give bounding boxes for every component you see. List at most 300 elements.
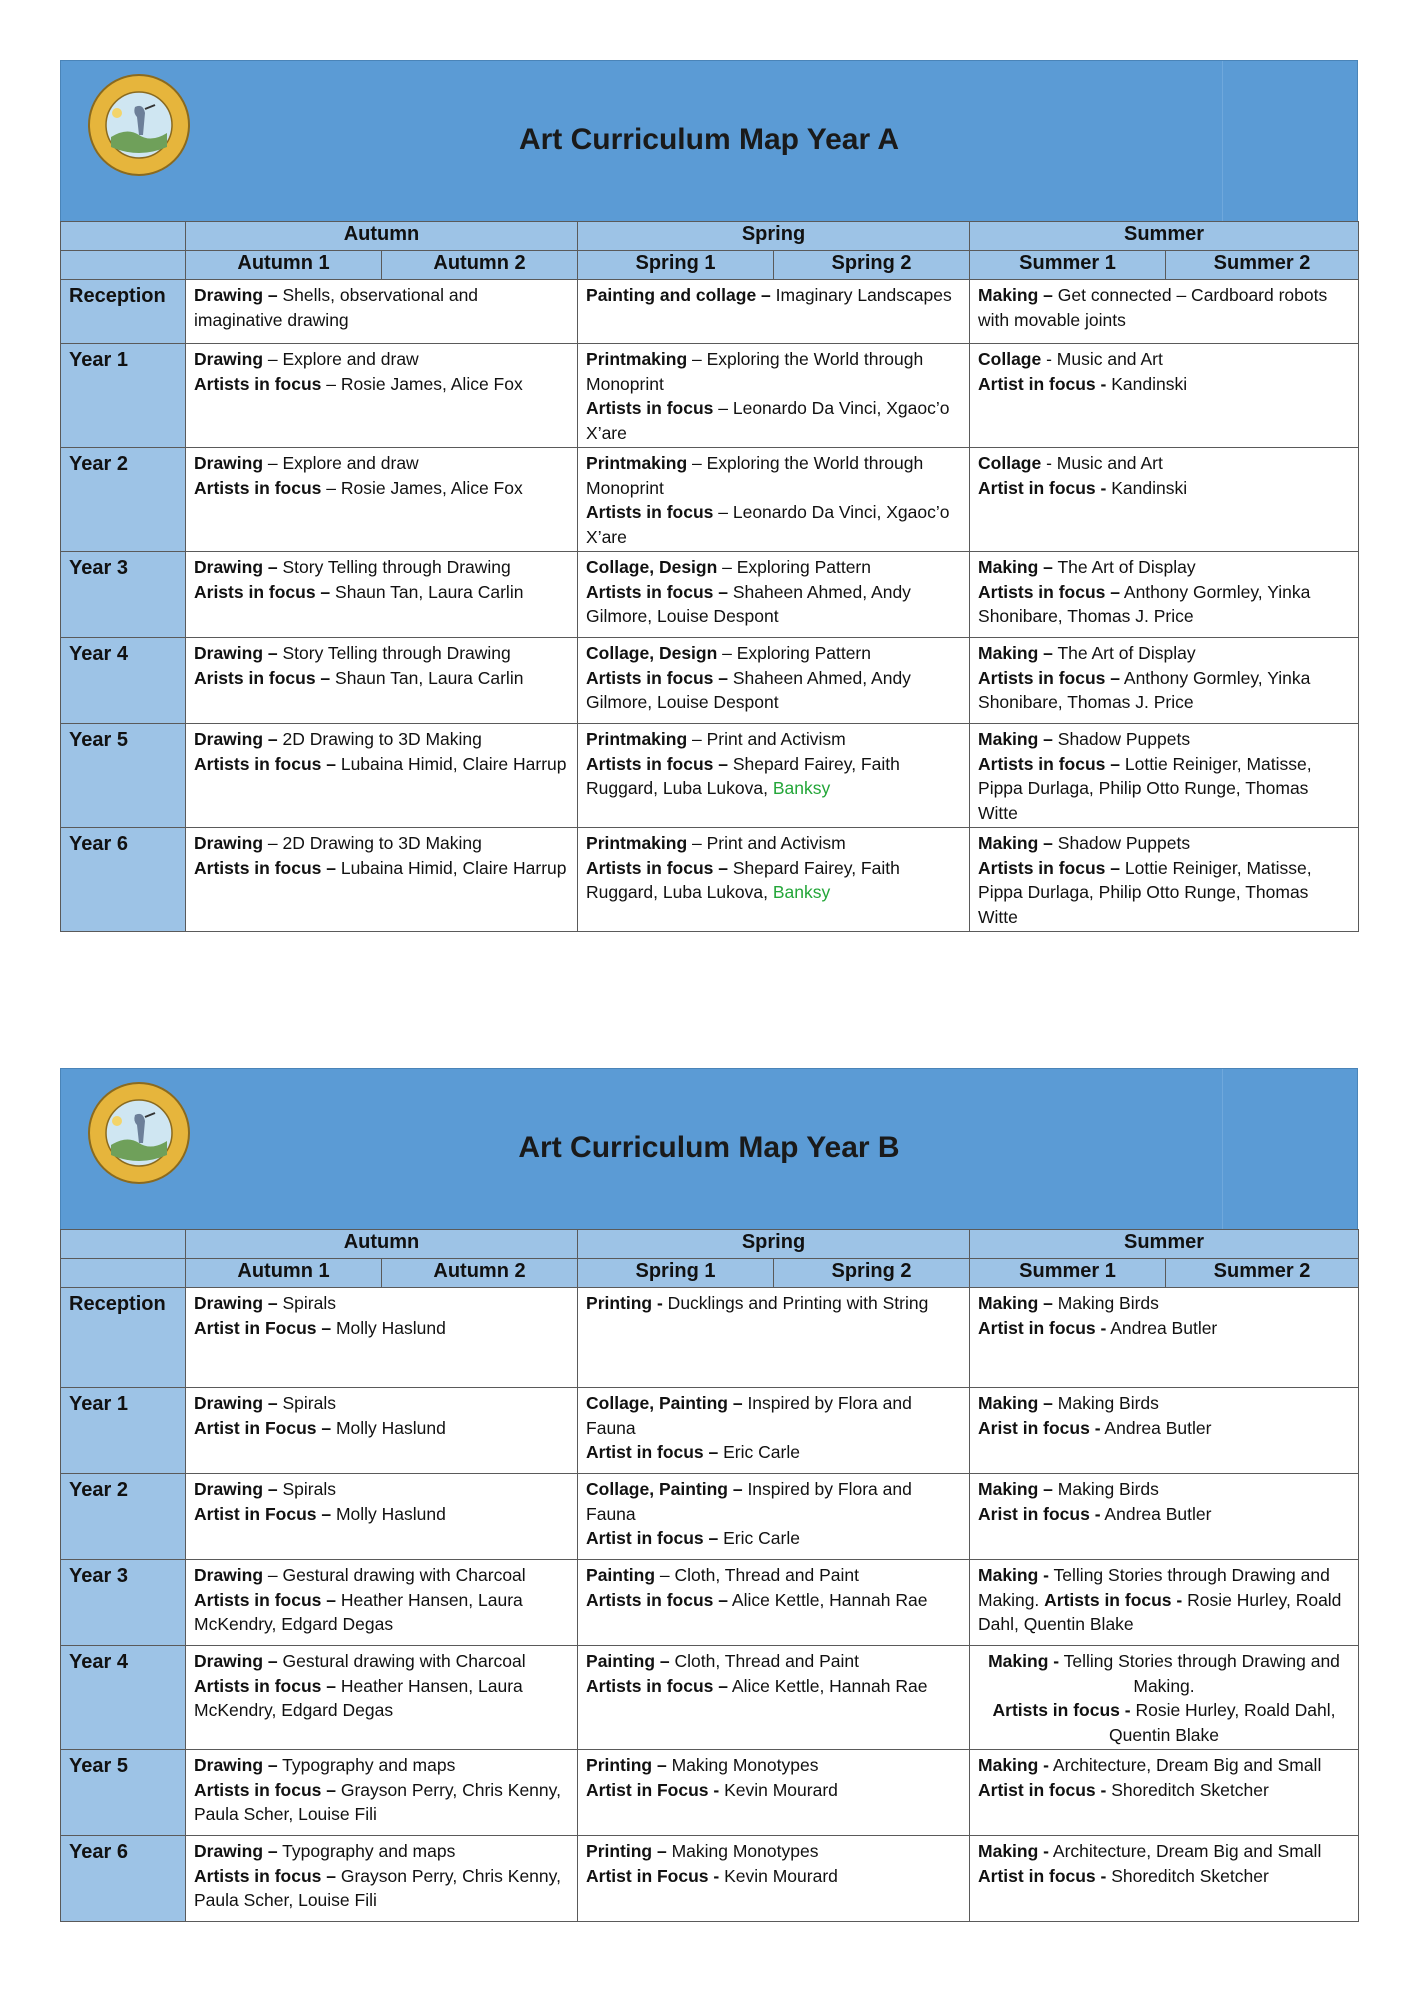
topic-heading: Artist in focus - <box>978 1865 1107 1886</box>
cell-line <box>978 1839 1350 1864</box>
topic-heading: Artists in focus – <box>978 753 1120 774</box>
half-term-header: Summer 2 <box>1166 251 1359 280</box>
autumn-cell <box>186 280 578 344</box>
topic-heading: Drawing – <box>194 1755 278 1775</box>
summer-cell <box>970 828 1359 932</box>
cell-line <box>194 476 569 501</box>
topic-heading: Arist in focus - <box>978 1503 1101 1524</box>
topic-text: Shoreditch Sketcher <box>1106 1865 1269 1886</box>
topic-heading: Artists in focus – <box>194 1675 336 1696</box>
topic-text: Anthony Gormley, Yinka Shonibare, Thomas J. Price <box>978 581 1311 626</box>
cell-line <box>586 641 961 666</box>
cell-line <box>194 1477 569 1502</box>
topic-heading: Making – <box>978 643 1053 663</box>
topic-text: 2D Drawing to 3D Making <box>277 729 482 749</box>
autumn-cell <box>186 828 578 932</box>
topic-text: Telling Stories through Drawing and Making. <box>978 1565 1330 1610</box>
topic-heading: Printing - <box>586 1293 663 1313</box>
topic-text: Andrea Butler <box>1106 1317 1218 1338</box>
cell-line <box>586 1778 961 1803</box>
topic-text: Molly Haslund <box>331 1317 446 1338</box>
topic-heading: Printmaking <box>586 349 688 369</box>
page-title: Art Curriculum Map Year B <box>518 1131 900 1164</box>
topic-heading: Artists in focus – <box>978 581 1120 602</box>
topic-heading: Collage, Painting – <box>586 1479 743 1499</box>
autumn-cell <box>186 638 578 724</box>
topic-heading: Printmaking <box>586 833 688 853</box>
topic-heading: Painting and collage – <box>586 285 771 305</box>
cell-line <box>978 1698 1350 1747</box>
topic-heading: Arists in focus – <box>194 667 331 688</box>
topic-text: – Rosie James, Alice Fox <box>321 373 523 394</box>
topic-text: Kandinski <box>1106 477 1188 498</box>
topic-text: Kandinski <box>1106 373 1188 394</box>
cell-line <box>194 641 569 666</box>
topic-text: Eric Carle <box>718 1528 800 1548</box>
topic-text: – Exploring the World through Monoprint <box>586 453 924 498</box>
topic-text: – Exploring the World through Monoprint <box>586 349 924 394</box>
cell-line <box>194 1864 569 1913</box>
table-row <box>61 724 1359 828</box>
spring-cell <box>578 552 970 638</box>
topic-heading: Making - <box>978 1565 1049 1585</box>
cell-line <box>978 555 1350 580</box>
cell-line <box>586 666 961 715</box>
topic-heading: Artists in focus – <box>194 857 336 878</box>
topic-text: Gestural drawing with Charcoal <box>277 1651 526 1671</box>
topic-text: Rosie Hurley, Roald Dahl, Quentin Blake <box>1109 1700 1336 1745</box>
topic-text: Molly Haslund <box>331 1503 446 1524</box>
topic-heading: Artists in focus – <box>194 1865 336 1886</box>
table-row <box>61 448 1359 552</box>
topic-heading: Drawing – <box>194 643 278 663</box>
half-term-header: Summer 1 <box>970 1259 1166 1288</box>
topic-text: Telling Stories through Drawing and Making. <box>1059 1651 1340 1696</box>
cell-line <box>194 580 569 605</box>
banner <box>60 1068 1358 1229</box>
summer-cell <box>970 448 1359 552</box>
cell-line <box>194 1416 569 1441</box>
cell-line <box>586 727 961 752</box>
topic-text: Andrea Butler <box>1100 1417 1212 1438</box>
topic-text: – Exploring Pattern <box>717 643 871 663</box>
autumn-cell <box>186 344 578 448</box>
topic-text: Making Birds <box>1052 1479 1159 1499</box>
cell-line <box>978 1316 1350 1341</box>
topic-heading: Drawing – <box>194 1293 278 1313</box>
topic-heading: Drawing – <box>194 1651 278 1671</box>
autumn-cell <box>186 1560 578 1646</box>
cell-line <box>194 1588 569 1637</box>
cell-line <box>194 1316 569 1341</box>
topic-heading: Artist in focus - <box>978 373 1107 394</box>
topic-text: Shells, observational and imaginative drawing <box>194 285 479 330</box>
table-row <box>61 638 1359 724</box>
term-header-autumn: Autumn <box>186 222 578 251</box>
topic-heading: Making - <box>988 1651 1060 1671</box>
table-row <box>61 280 1359 344</box>
cell-line <box>586 1864 961 1889</box>
topic-text: – Cloth, Thread and Paint <box>655 1565 860 1585</box>
spring-cell <box>578 638 970 724</box>
topic-heading: Drawing <box>194 833 264 853</box>
cell-line <box>194 372 569 397</box>
topic-heading: Collage <box>978 453 1042 473</box>
topic-heading: Arists in focus – <box>194 581 331 602</box>
topic-text: Kevin Mourard <box>719 1865 838 1886</box>
topic-heading: Making – <box>978 729 1053 749</box>
table-row <box>61 1750 1359 1836</box>
topic-text: Making Birds <box>1052 1293 1159 1313</box>
autumn-cell <box>186 1836 578 1922</box>
topic-heading: Artists in focus – <box>586 1675 728 1696</box>
topic-heading: Collage, Design <box>586 557 718 577</box>
topic-text: Shepard Fairey, Faith Ruggard, Luba Lukova, <box>586 753 900 798</box>
cell-line <box>586 1391 961 1440</box>
topic-heading: Drawing – <box>194 285 278 305</box>
topic-text: Rosie Hurley, Roald Dahl, Quentin Blake <box>978 1589 1342 1634</box>
cell-line <box>586 396 961 445</box>
topic-text: Lottie Reiniger, Matisse, Pippa Durlaga, Philip Otto Runge, Thomas Witte <box>978 753 1312 823</box>
topic-text: Spirals <box>277 1293 336 1313</box>
summer-cell <box>970 552 1359 638</box>
topic-text: Grayson Perry, Chris Kenny, Paula Scher, Louise Fili <box>194 1779 561 1824</box>
topic-heading: Artists in focus – <box>586 667 728 688</box>
highlighted-artist: Banksy <box>772 882 831 902</box>
year-label: Reception <box>61 1288 186 1388</box>
year-label: Year 3 <box>61 552 186 638</box>
topic-text: Shaheen Ahmed, Andy Gilmore, Louise Despont <box>586 581 911 626</box>
topic-text: Lubaina Himid, Claire Harrup <box>335 753 567 774</box>
half-term-header: Autumn 1 <box>186 251 382 280</box>
topic-text: – 2D Drawing to 3D Making <box>263 833 482 853</box>
topic-heading: Artists in focus <box>586 398 714 418</box>
half-term-header: Summer 1 <box>970 251 1166 280</box>
summer-cell <box>970 1750 1359 1836</box>
year-label: Reception <box>61 280 186 344</box>
autumn-cell <box>186 552 578 638</box>
summer-cell <box>970 1474 1359 1560</box>
spring-cell <box>578 1646 970 1750</box>
topic-heading: Making – <box>978 833 1053 853</box>
topic-text: Heather Hansen, Laura McKendry, Edgard Degas <box>194 1589 523 1634</box>
cell-line <box>586 1477 961 1526</box>
topic-heading: Drawing – <box>194 1393 278 1413</box>
cell-line <box>978 831 1350 856</box>
topic-heading: Printing – <box>586 1841 667 1861</box>
topic-text: Typography and maps <box>277 1841 456 1861</box>
year-label: Year 6 <box>61 1836 186 1922</box>
summer-cell <box>970 1836 1359 1922</box>
cell-line <box>194 1649 569 1674</box>
table-row <box>61 1288 1359 1388</box>
spring-cell <box>578 280 970 344</box>
table-row <box>61 1646 1359 1750</box>
topic-text: Shadow Puppets <box>1052 833 1191 853</box>
topic-heading: Printmaking <box>586 453 688 473</box>
topic-text: Get connected – Cardboard robots with movable joints <box>978 285 1328 330</box>
cell-line <box>586 555 961 580</box>
topic-text: – Print and Activism <box>687 833 846 853</box>
topic-heading: Making – <box>978 1479 1053 1499</box>
topic-heading: Artists in focus <box>194 477 322 498</box>
autumn-cell <box>186 1288 578 1388</box>
topic-heading: Drawing <box>194 453 264 473</box>
half-term-header: Spring 2 <box>774 1259 970 1288</box>
cell-line <box>194 1839 569 1864</box>
cell-line <box>586 500 961 549</box>
topic-text: Molly Haslund <box>331 1417 446 1438</box>
year-label: Year 1 <box>61 344 186 448</box>
spring-cell <box>578 1836 970 1922</box>
topic-text: Andrea Butler <box>1100 1503 1212 1524</box>
topic-text: Grayson Perry, Chris Kenny, Paula Scher, Louise Fili <box>194 1865 561 1910</box>
cell-line <box>194 1778 569 1827</box>
topic-text: Architecture, Dream Big and Small <box>1049 1755 1322 1775</box>
topic-heading: Artists in focus – <box>194 1589 336 1610</box>
topic-heading: Artist in focus - <box>978 1779 1107 1800</box>
table-row <box>61 1560 1359 1646</box>
topic-heading: Artist in Focus – <box>194 1503 332 1524</box>
term-header-spring: Spring <box>578 1230 970 1259</box>
half-term-header: Summer 2 <box>1166 1259 1359 1288</box>
topic-text: Shaheen Ahmed, Andy Gilmore, Louise Despont <box>586 667 911 712</box>
topic-text: Spirals <box>277 1393 336 1413</box>
spring-cell <box>578 1388 970 1474</box>
topic-text: – Explore and draw <box>263 453 419 473</box>
table-body <box>61 1288 1359 1922</box>
year-label: Year 2 <box>61 1474 186 1560</box>
banner <box>60 60 1358 221</box>
topic-text: Spirals <box>277 1479 336 1499</box>
cell-line <box>978 372 1350 397</box>
cell-line <box>978 856 1350 930</box>
topic-text: Inspired by Flora and Fauna <box>586 1393 912 1438</box>
cell-line <box>978 580 1350 629</box>
cell-line <box>978 1391 1350 1416</box>
topic-heading: Printing – <box>586 1755 667 1775</box>
spring-cell <box>578 344 970 448</box>
half-term-header: Spring 2 <box>774 251 970 280</box>
topic-heading: Artists in focus – <box>586 857 728 878</box>
topic-heading: Making - <box>978 1755 1049 1775</box>
topic-heading: Arist in focus - <box>978 1417 1101 1438</box>
curriculum-table <box>60 1229 1359 1922</box>
topic-text: Heather Hansen, Laura McKendry, Edgard Degas <box>194 1675 523 1720</box>
topic-text: Shaun Tan, Laura Carlin <box>330 581 524 602</box>
cell-line <box>586 752 961 801</box>
topic-heading: Drawing <box>194 349 264 369</box>
year-label: Year 3 <box>61 1560 186 1646</box>
cell-line <box>194 1291 569 1316</box>
topic-text: - Music and Art <box>1041 349 1163 369</box>
cell-line <box>586 580 961 629</box>
cell-line <box>194 1563 569 1588</box>
autumn-cell <box>186 724 578 828</box>
topic-text: The Art of Display <box>1052 643 1196 663</box>
topic-heading: Artists in focus – <box>194 753 336 774</box>
topic-text: Lottie Reiniger, Matisse, Pippa Durlaga, Philip Otto Runge, Thomas Witte <box>978 857 1312 927</box>
topic-heading: Painting – <box>586 1651 670 1671</box>
spring-cell <box>578 1560 970 1646</box>
half-term-header: Autumn 1 <box>186 1259 382 1288</box>
topic-text: Alice Kettle, Hannah Rae <box>728 1675 928 1696</box>
topic-heading: Drawing <box>194 1565 264 1585</box>
cell-line <box>586 1291 961 1316</box>
topic-text: Anthony Gormley, Yinka Shonibare, Thomas J. Price <box>978 667 1311 712</box>
year-label: Year 2 <box>61 448 186 552</box>
spring-cell <box>578 448 970 552</box>
cell-line <box>586 283 961 308</box>
table-row <box>61 344 1359 448</box>
summer-cell <box>970 724 1359 828</box>
curriculum-table <box>60 221 1359 932</box>
summer-cell <box>970 1646 1359 1750</box>
topic-text: Eric Carle <box>718 1442 800 1462</box>
topic-text: – Explore and draw <box>263 349 419 369</box>
topic-text: Typography and maps <box>277 1755 456 1775</box>
topic-text: Making Monotypes <box>666 1755 819 1775</box>
autumn-cell <box>186 1646 578 1750</box>
spring-cell <box>578 828 970 932</box>
cell-line <box>978 1563 1350 1637</box>
cell-line <box>978 1291 1350 1316</box>
cell-line <box>978 1649 1350 1698</box>
topic-heading: Making – <box>978 1293 1053 1313</box>
topic-heading: Artists in focus – <box>978 857 1120 878</box>
topic-heading: Drawing – <box>194 557 278 577</box>
summer-cell <box>970 638 1359 724</box>
page-title: Art Curriculum Map Year A <box>518 123 900 156</box>
topic-heading: Artist in focus – <box>586 1528 719 1548</box>
summer-cell <box>970 1288 1359 1388</box>
curriculum-map-year-b <box>60 1068 1358 1922</box>
topic-heading: Drawing – <box>194 1479 278 1499</box>
topic-heading: Artists in focus - <box>992 1700 1131 1720</box>
autumn-cell <box>186 1388 578 1474</box>
topic-text: Making Monotypes <box>666 1841 819 1861</box>
topic-heading: Artists in focus – <box>586 581 728 602</box>
cell-line <box>586 1588 961 1613</box>
highlighted-artist: Banksy <box>772 778 831 798</box>
cell-line <box>978 1416 1350 1441</box>
cell-line <box>194 666 569 691</box>
year-label: Year 4 <box>61 1646 186 1750</box>
topic-heading: Artists in focus <box>194 373 322 394</box>
cell-line <box>978 641 1350 666</box>
topic-heading: Artists in focus <box>586 502 714 522</box>
autumn-cell <box>186 448 578 552</box>
cell-line <box>586 1526 961 1551</box>
cell-line <box>586 1563 961 1588</box>
half-term-header: Spring 1 <box>578 1259 774 1288</box>
topic-text: Shadow Puppets <box>1052 729 1191 749</box>
cell-line <box>194 1502 569 1527</box>
cell-line <box>194 1674 569 1723</box>
summer-cell <box>970 1560 1359 1646</box>
topic-text: – Exploring Pattern <box>717 557 871 577</box>
topic-text: – Gestural drawing with Charcoal <box>263 1565 526 1585</box>
topic-heading: Drawing – <box>194 729 278 749</box>
topic-heading: Printmaking <box>586 729 688 749</box>
topic-text: The Art of Display <box>1052 557 1196 577</box>
topic-heading: Making – <box>978 285 1053 305</box>
cell-line <box>194 1753 569 1778</box>
table-row <box>61 552 1359 638</box>
term-header-autumn: Autumn <box>186 1230 578 1259</box>
cell-line <box>194 856 569 881</box>
cell-line <box>194 283 569 332</box>
topic-text: – Rosie James, Alice Fox <box>321 477 523 498</box>
topic-text: Story Telling through Drawing <box>277 643 511 663</box>
topic-heading: Artists in focus – <box>586 1589 728 1610</box>
topic-heading: Artist in focus - <box>978 477 1107 498</box>
cell-line <box>978 752 1350 826</box>
cell-line <box>586 1649 961 1674</box>
topic-text: Kevin Mourard <box>719 1779 838 1800</box>
cell-line <box>586 1440 961 1465</box>
cell-line <box>194 555 569 580</box>
topic-heading: Artists in focus - <box>1044 1589 1183 1610</box>
table-row <box>61 1836 1359 1922</box>
topic-text: Making Birds <box>1052 1393 1159 1413</box>
summer-cell <box>970 1388 1359 1474</box>
topic-heading: Artist in Focus – <box>194 1317 332 1338</box>
topic-heading: Collage <box>978 349 1042 369</box>
spring-cell <box>578 1474 970 1560</box>
cell-line <box>194 727 569 752</box>
cell-line <box>194 1391 569 1416</box>
topic-heading: Drawing – <box>194 1841 278 1861</box>
cell-line <box>978 1477 1350 1502</box>
cell-line <box>586 831 961 856</box>
topic-heading: Making – <box>978 557 1053 577</box>
topic-text: Lubaina Himid, Claire Harrup <box>335 857 567 878</box>
year-label: Year 4 <box>61 638 186 724</box>
cell-line <box>978 476 1350 501</box>
cell-line <box>978 666 1350 715</box>
table-row <box>61 828 1359 932</box>
topic-heading: Artist in Focus – <box>194 1417 332 1438</box>
spring-cell <box>578 1750 970 1836</box>
topic-heading: Artist in Focus - <box>586 1865 720 1886</box>
cell-line <box>194 347 569 372</box>
topic-text: Shoreditch Sketcher <box>1106 1779 1269 1800</box>
topic-text: Inspired by Flora and Fauna <box>586 1479 912 1524</box>
autumn-cell <box>186 1750 578 1836</box>
topic-heading: Collage, Painting – <box>586 1393 743 1413</box>
spring-cell <box>578 724 970 828</box>
topic-text: Story Telling through Drawing <box>277 557 511 577</box>
cell-line <box>586 856 961 905</box>
half-term-header: Autumn 2 <box>382 251 578 280</box>
topic-text: - Music and Art <box>1041 453 1163 473</box>
curriculum-map-year-a <box>60 60 1358 932</box>
topic-text: – Leonardo Da Vinci, Xgaoc’o X’are <box>586 502 950 547</box>
cell-line <box>978 1753 1350 1778</box>
cell-line <box>586 451 961 500</box>
autumn-cell <box>186 1474 578 1560</box>
year-label: Year 5 <box>61 724 186 828</box>
topic-text: Shepard Fairey, Faith Ruggard, Luba Lukova, <box>586 857 900 902</box>
cell-line <box>978 283 1350 332</box>
summer-cell <box>970 344 1359 448</box>
cell-line <box>194 451 569 476</box>
topic-heading: Artists in focus – <box>586 753 728 774</box>
year-label: Year 1 <box>61 1388 186 1474</box>
half-term-header: Spring 1 <box>578 251 774 280</box>
term-header-spring: Spring <box>578 222 970 251</box>
